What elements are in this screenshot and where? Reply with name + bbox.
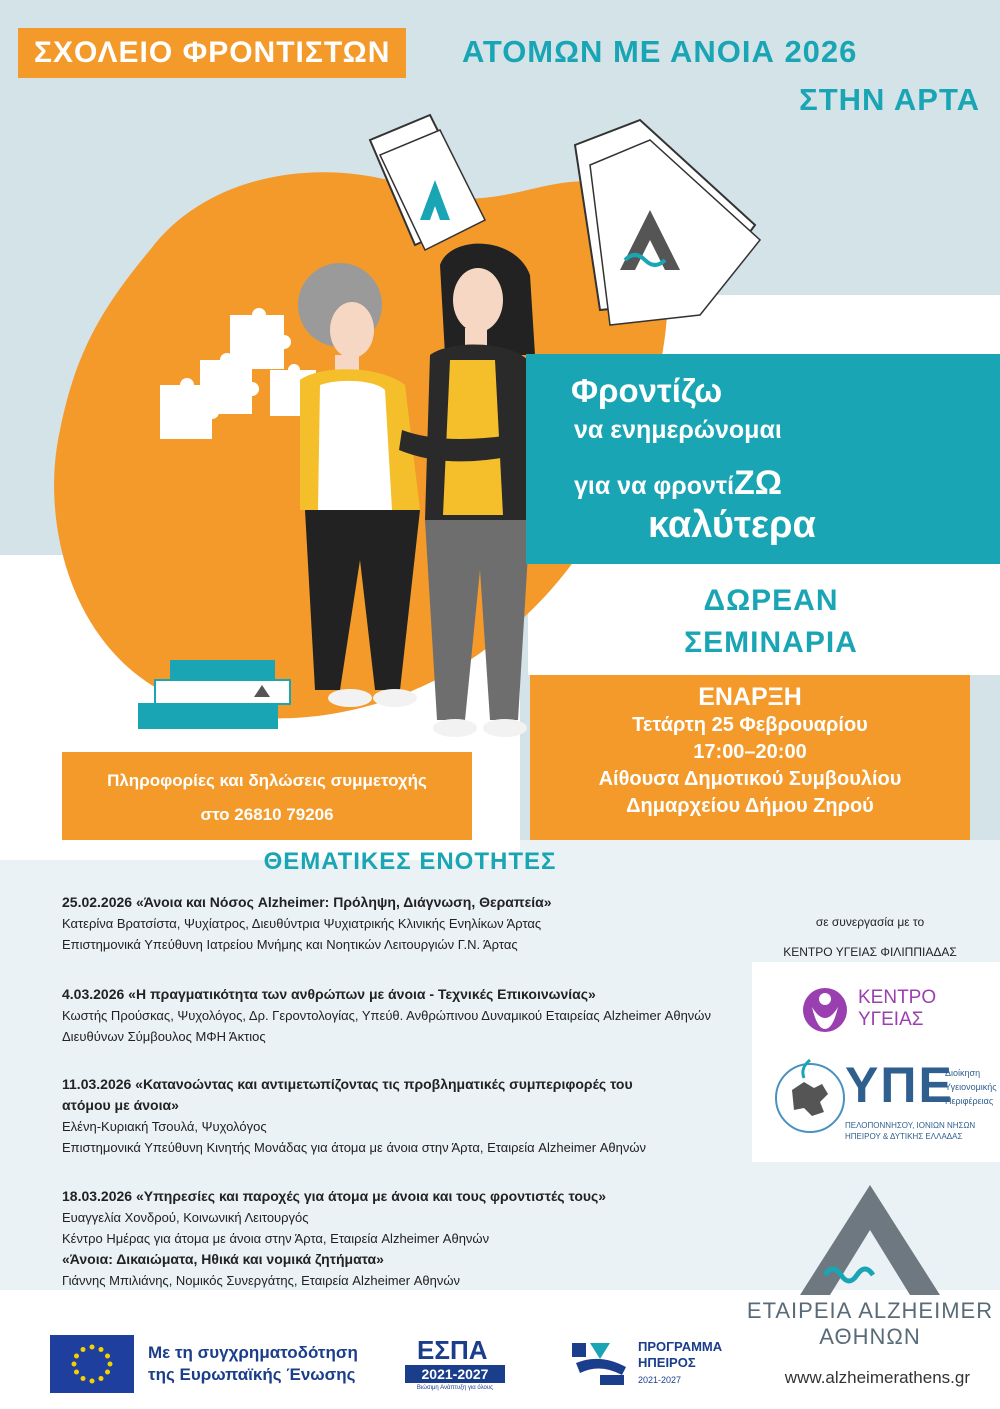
slogan-line-2: να ενημερώνομαι (574, 416, 782, 444)
session-title-2: «Άνοια: Δικαιώματα, Ηθικά και νομικά ζητήματα» (62, 1251, 384, 1267)
alzheimer-name-1: ΕΤΑΙΡΕΙΑ ALZHEIMER (746, 1298, 994, 1323)
kentro-ygeias-text (858, 987, 936, 1031)
espa-years: 2021-2027 (405, 1365, 505, 1383)
session-2 (62, 984, 752, 1047)
title-banner-orange: ΣΧΟΛΕΙΟ ΦΡΟΝΤΙΣΤΩΝ (18, 28, 406, 78)
kentro-line-2: ΥΓΕΙΑΣ (858, 1009, 924, 1030)
session-title-cont: ατόμου με άνοια» (62, 1097, 179, 1113)
ype-title: ΥΠΕ (845, 1057, 954, 1113)
start-heading: ΕΝΑΡΞΗ (698, 683, 802, 711)
alzheimer-website-link[interactable]: www.alzheimerathens.gr (784, 1368, 970, 1387)
espa-title: ΕΣΠΑ (417, 1335, 488, 1365)
title-line-3: ΣΤΗΝ ΑΡΤΑ (799, 82, 980, 117)
program-epirus-icon (570, 1335, 632, 1393)
kentro-line-1: ΚΕΝΤΡΟ (858, 987, 937, 1008)
session-3 (62, 1074, 752, 1158)
cooperation-label: σε συνεργασία με το (815, 915, 925, 929)
session-1 (62, 892, 752, 955)
ype-sub-1: Διοίκηση (945, 1068, 981, 1078)
program-epirus-text (638, 1339, 722, 1371)
ype-sub-2: Υγειονομικής (945, 1082, 997, 1092)
session-4 (62, 1186, 752, 1291)
session-speaker-role: Επιστημονικά Υπεύθυνη Κινητής Μονάδας για άτομα με άνοια στην Άρτα, Εταιρεία Alzheimer Αθηνών (62, 1140, 646, 1155)
ype-logo (770, 1050, 997, 1150)
ype-map-icon (770, 1050, 850, 1145)
start-time: 17:00–20:00 (693, 741, 807, 763)
alzheimer-name-2: ΑΘΗΝΩΝ (819, 1324, 921, 1349)
alzheimer-society-name (740, 1298, 1000, 1350)
slogan-line-4: καλύτερα (648, 504, 816, 546)
ype-foot-1: ΠΕΛΟΠΟΝΝΗΣΟΥ, ΙΟΝΙΩΝ ΝΗΣΩΝ (845, 1121, 976, 1130)
start-info-box (530, 675, 970, 840)
session-speaker-role: Επιστημονικά Υπεύθυνη Ιατρείου Μνήμης και Νοητικών Λειτουργιών Γ.Ν. Άρτας (62, 937, 518, 952)
session-title: 4.03.2026 «Η πραγματικότητα των ανθρώπων με άνοια - Τεχνικές Επικοινωνίας» (62, 986, 596, 1002)
program-line-2: ΗΠΕΙΡΟΣ (638, 1355, 696, 1370)
slogan-line-3-emphasis: ΖΩ (734, 464, 783, 502)
ype-sub-3: Περιφέρειας (945, 1096, 994, 1106)
session-speaker: Ευαγγελία Χονδρού, Κοινωνική Λειτουργός (62, 1210, 309, 1225)
eu-text-1: Με τη συγχρηματοδότηση (148, 1343, 358, 1362)
info-line-1: Πληροφορίες και δηλώσεις συμμετοχής (107, 771, 427, 790)
alzheimer-logo-icon (800, 1185, 940, 1295)
program-epirus-logo (570, 1335, 740, 1395)
ype-foot-2: ΗΠΕΙΡΟΥ & ΔΥΤΙΚΗΣ ΕΛΛΑΔΑΣ (845, 1132, 963, 1141)
session-speaker: Κωστής Προύσκας, Ψυχολόγος, Δρ. Γεροντολογίας, Υπεύθ. Ανθρώπινου Δυναμικού Εταιρείας Alzheimer Αθηνών (62, 1008, 711, 1023)
health-center-name: ΚΕΝΤΡΟ ΥΓΕΙΑΣ ΦΙΛΙΠΠΙΑΔΑΣ (783, 945, 957, 959)
free-seminars (626, 580, 916, 664)
kentro-ygeias-icon (800, 985, 850, 1035)
slogan-box (526, 354, 1000, 564)
espa-tagline: Βιώσιμη Ανάπτυξη για όλους (416, 1385, 494, 1391)
session-speaker-role: Κέντρο Ημέρας για άτομα με άνοια στην Άρτα, Εταιρεία Alzheimer Αθηνών (62, 1231, 490, 1246)
session-speaker: Κατερίνα Βρατσίστα, Ψυχίατρος, Διευθύντρια Ψυχιατρικής Κλινικής Ενηλίκων Άρτας (62, 916, 542, 931)
flying-book-right-icon (575, 120, 760, 325)
title-line-2: ΑΤΟΜΩΝ ΜΕ ΑΝΟΙΑ 2026 (462, 34, 858, 69)
themes-heading: ΘΕΜΑΤΙΚΕΣ ΕΝΟΤΗΤΕΣ (263, 848, 557, 875)
session-title: 11.03.2026 «Κατανοώντας και αντιμετωπίζοντας τις προβληματικές συμπεριφορές του (62, 1076, 633, 1092)
espa-logo (405, 1335, 505, 1400)
session-title: 18.03.2026 «Υπηρεσίες και παροχές για άτομα με άνοια και τους φροντιστές τους» (62, 1188, 607, 1204)
eu-flag-icon (50, 1335, 134, 1393)
start-venue-2: Δημαρχείου Δήμου Ζηρού (626, 795, 874, 817)
free-line-1: ΔΩΡΕΑΝ (703, 584, 839, 617)
program-line-1: ΠΡΟΓΡΑΜΜΑ (638, 1339, 723, 1354)
slogan-line-3 (574, 464, 782, 503)
eu-text-2: της Ευρωπαϊκής Ένωσης (148, 1365, 356, 1384)
session-speaker-role: Διευθύνων Σύμβουλος ΜΦΗ Άκτιος (62, 1029, 266, 1044)
start-date: Τετάρτη 25 Φεβρουαρίου (632, 714, 868, 736)
ype-regions (845, 1120, 995, 1142)
slogan-line-3-prefix: για να φροντί (574, 472, 735, 500)
ype-subtitle (945, 1066, 997, 1108)
info-phone[interactable]: στο 26810 79206 (200, 805, 334, 824)
contact-info-box (62, 752, 472, 840)
session-speaker: Ελένη-Κυριακή Τσουλά, Ψυχολόγος (62, 1119, 267, 1134)
kentro-ygeias-logo (800, 985, 980, 1035)
start-venue-1: Αίθουσα Δημοτικού Συμβουλίου (598, 768, 902, 790)
session-speaker-2: Γιάννης Μπιλιάνης, Νομικός Συνεργάτης, Εταιρεία Alzheimer Αθηνών (62, 1273, 460, 1288)
session-title: 25.02.2026 «Άνοια και Νόσος Alzheimer: Πρόληψη, Διάγνωση, Θεραπεία» (62, 894, 552, 910)
free-line-2: ΣΕΜΙΝΑΡΙΑ (684, 626, 858, 659)
eu-stars-icon (50, 1335, 134, 1393)
slogan-line-1: Φροντίζω (571, 372, 723, 409)
program-years: 2021-2027 (638, 1375, 682, 1385)
eu-cofunding-text (148, 1342, 398, 1386)
